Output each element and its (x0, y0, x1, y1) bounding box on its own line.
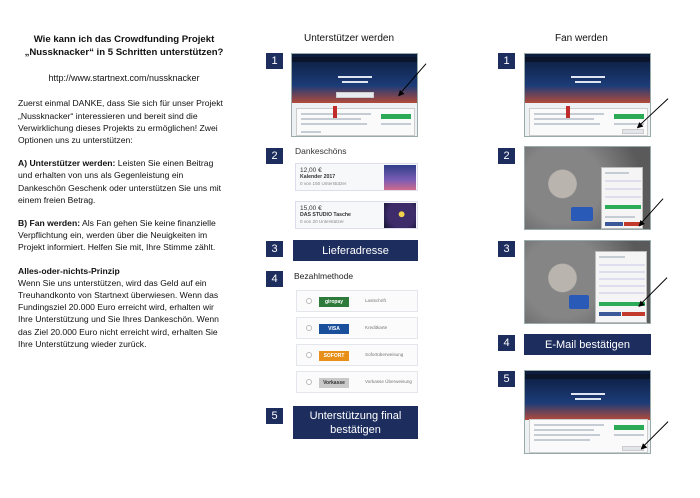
payment-logo: Vorkasse (319, 378, 349, 388)
principle-text: Wenn Sie uns unterstützen, wird das Geld auf ein Treuhandkonto von Startnext überwiesen. Wenn das Fundingsziel 20.000 Euro erreicht wird, erhalten wir Ihre Unterstützung und Sie Ihres Dankeschön. Wenn das Ziel 20.000 Euro nicht erreicht wird, erhalten Sie Ihre Unterstützung wieder zurück. (18, 277, 219, 349)
supporter-step-3: 3 (266, 241, 283, 257)
hero-title (555, 72, 621, 104)
hero-title (555, 389, 621, 421)
intro-text: Zuerst einmal DANKE, dass Sie sich für unser Projekt „Nussknacker“ interessieren und bereit sind die Verwirklichung dieses Projekts zu ermöglichen! Zwei Optionen uns zu unterstützen: (18, 98, 223, 145)
dankeschoens-heading: Dankeschöns (295, 146, 347, 156)
payment-name: Lastschrift (365, 298, 386, 303)
reward-image (384, 203, 416, 228)
payment-logo: giropay (319, 297, 349, 307)
reward-price: 12,00 € (300, 167, 322, 174)
dankeschoens-panel (291, 146, 418, 232)
payment-option[interactable] (296, 317, 418, 339)
decorative-object (571, 207, 593, 221)
reward-supporters: 0 von 150 Unterstützer (300, 181, 347, 186)
fan-step3-screenshot (524, 240, 651, 324)
payment-option[interactable] (296, 371, 418, 393)
supporter-step-2: 2 (266, 148, 283, 164)
project-panel (296, 108, 415, 136)
option-a (18, 157, 230, 206)
fan-step-5: 5 (498, 371, 515, 387)
option-a-heading: A) Unterstützer werden: (18, 158, 116, 169)
reward-image (384, 165, 416, 190)
project-panel (529, 108, 648, 136)
lieferadresse-label: Lieferadresse (293, 240, 418, 261)
option-b-heading: B) Fan werden: (18, 218, 81, 229)
payment-name: Vorkasse Überweisung (365, 379, 412, 384)
payment-name: Sofortüberweisung (365, 352, 404, 357)
page-title: Wie kann ich das Crowdfunding Projekt „Nussknacker“ in 5 Schritten unterstützen? (24, 34, 224, 58)
decorative-object (569, 295, 589, 309)
reward-card[interactable] (295, 201, 418, 229)
reward-name: DAS STUDIO Tasche (300, 212, 351, 218)
payment-logo: SOFORT (319, 351, 349, 361)
supporter-step-5: 5 (266, 408, 283, 424)
supporter-heading: Unterstützer werden (304, 33, 395, 44)
supporter-step-4: 4 (266, 271, 283, 287)
principle (18, 265, 230, 350)
option-a-text: Leisten Sie einen Beitrag und erhalten von uns als Gegenleistung ein Dankeschön Geschenk oder unterstützen Sie uns mit einem freien Betrag. (18, 158, 222, 205)
fan-step1-screenshot (524, 53, 651, 137)
email-confirm-label: E-Mail bestätigen (524, 334, 651, 355)
fan-step-3: 3 (498, 241, 515, 257)
project-url[interactable]: http://www.startnext.com/nussknacker (48, 73, 200, 84)
payment-option[interactable] (296, 290, 418, 312)
radio-button[interactable] (306, 352, 312, 358)
reward-name: Kalender 2017 (300, 174, 336, 180)
hero-title (322, 72, 388, 104)
reward-supporters: 0 von 20 Unterstützer (300, 219, 344, 224)
radio-button[interactable] (306, 298, 312, 304)
instructions-column (18, 34, 230, 350)
final-confirm-label: Unterstützung final bestätigen (293, 406, 418, 439)
reward-price: 15,00 € (300, 205, 322, 212)
fan-heading: Fan werden (555, 33, 608, 44)
fan-step-4: 4 (498, 335, 515, 351)
fan-step-2: 2 (498, 148, 515, 164)
fan-step2-screenshot (524, 146, 651, 230)
option-b-text: Als Fan gehen Sie keine finanzielle Verpflichtung ein, werden über die Neuigkeiten im Projekt informiert. Helfen Sie mit, Ihre Stimme zählt. (18, 218, 216, 253)
bezahlmethode-heading: Bezahlmethode (294, 271, 354, 281)
payment-logo: VISA (319, 324, 349, 334)
radio-button[interactable] (306, 379, 312, 385)
option-b (18, 217, 230, 254)
fan-step5-screenshot (524, 370, 651, 454)
principle-heading: Alles-oder-nichts-Prinzip (18, 265, 120, 276)
radio-button[interactable] (306, 325, 312, 331)
register-dialog (595, 251, 647, 323)
reward-card[interactable] (295, 163, 418, 191)
fan-step-1: 1 (498, 53, 515, 69)
payment-name: Kreditkarte (365, 325, 388, 330)
supporter-step-1: 1 (266, 53, 283, 69)
login-dialog (601, 167, 643, 229)
payment-option[interactable] (296, 344, 418, 366)
project-panel (529, 419, 648, 453)
